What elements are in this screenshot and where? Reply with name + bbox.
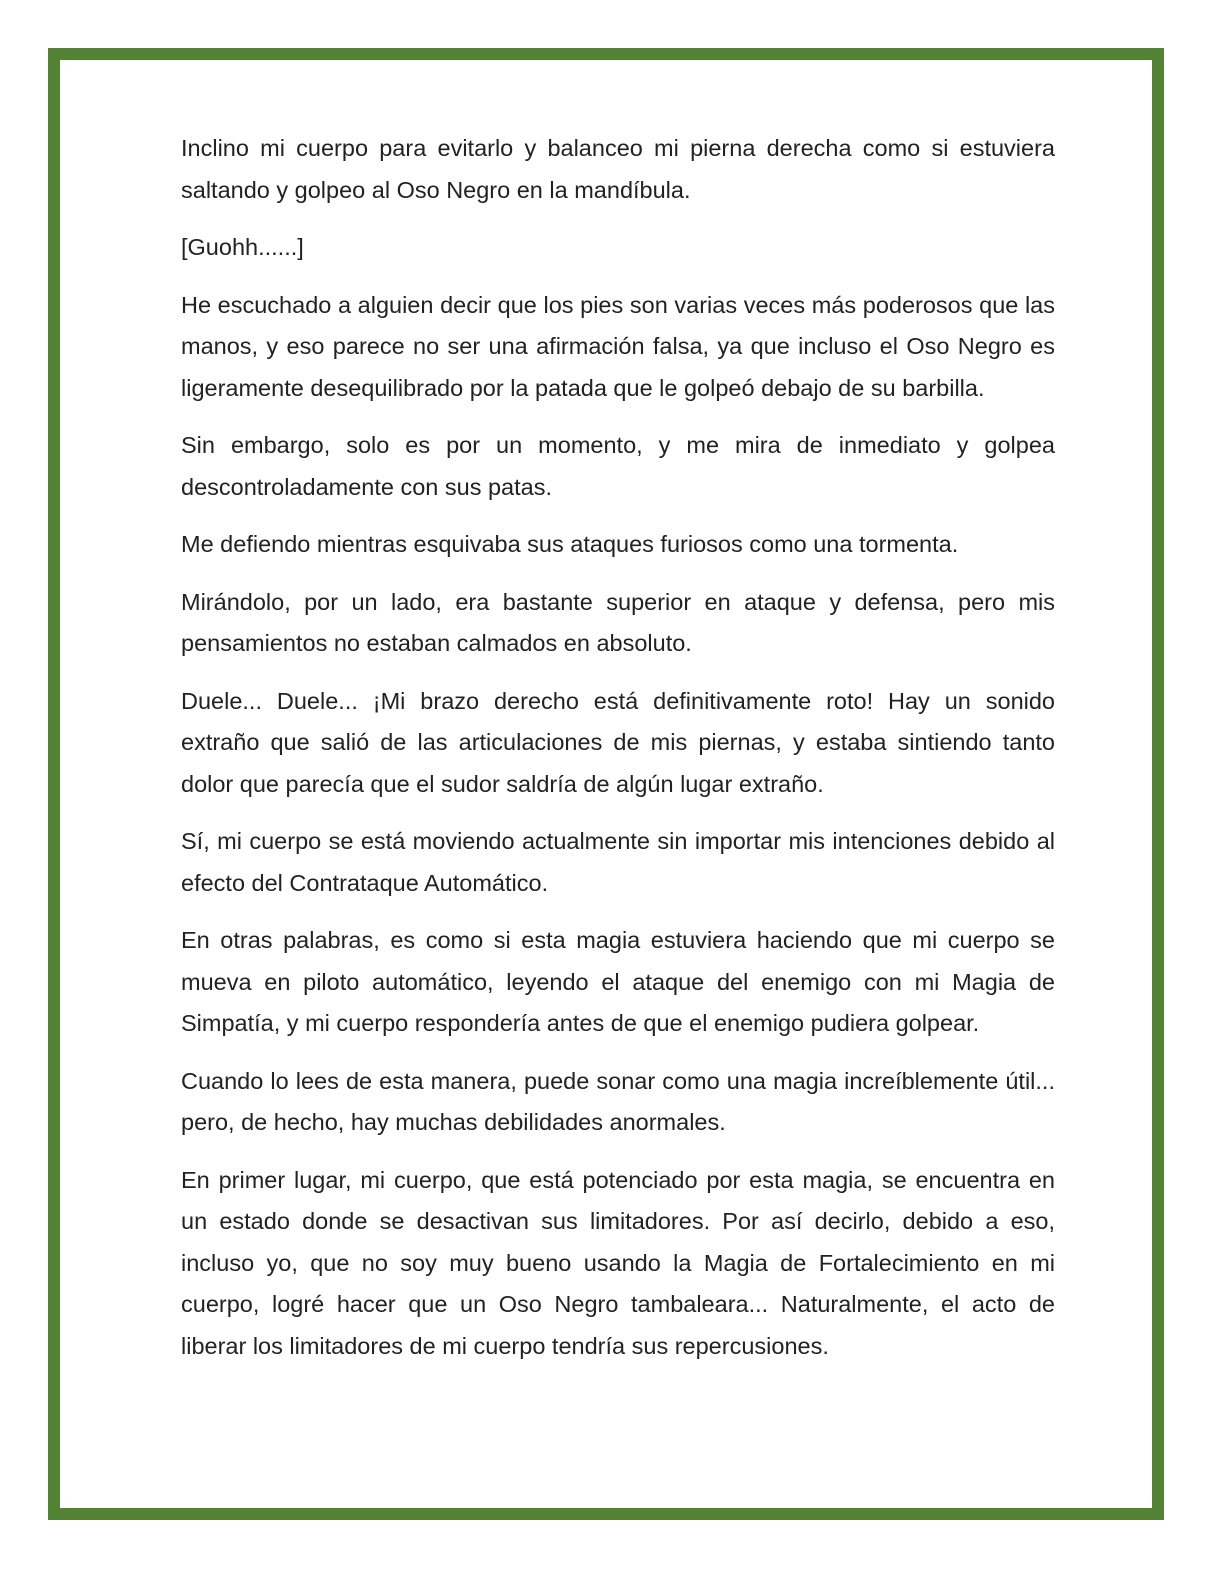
paragraph-9: En otras palabras, es como si esta magia estuviera haciendo que mi cuerpo se mueva en piloto automático, leyendo el ataque del enemigo con mi Magia de Simpatía, y mi cuerpo respondería antes de que el enemigo pudiera golpear. — [181, 927, 1055, 1036]
paragraph-6: Mirándolo, por un lado, era bastante superior en ataque y defensa, pero mis pensamientos no estaban calmados en absoluto. — [181, 588, 1055, 656]
paragraph-5: Me defiendo mientras esquivaba sus ataques furiosos como una tormenta. — [181, 531, 959, 557]
paragraph-4: Sin embargo, solo es por un momento, y me mira de inmediato y golpea descontroladamente con sus patas. — [181, 432, 1055, 500]
paragraph-7: Duele... Duele... ¡Mi brazo derecho está definitivamente roto! Hay un sonido extraño que salió de las articulaciones de mis piernas, y estaba sintiendo tanto dolor que parecía que el sudor saldría de algún lugar extraño. — [181, 687, 1055, 797]
page-border-frame — [48, 48, 1164, 1520]
paragraph-10: Cuando lo lees de esta manera, puede sonar como una magia increíblemente útil... pero, de hecho, hay muchas debilidades anormales. — [181, 1067, 1055, 1135]
paragraph-1: Inclino mi cuerpo para evitarlo y balanceo mi pierna derecha como si estuviera saltando y golpeo al Oso Negro en la mandíbula. — [181, 135, 1055, 203]
paragraph-2: [Guohh......] — [181, 234, 304, 260]
paragraph-11: En primer lugar, mi cuerpo, que está potenciado por esta magia, se encuentra en un estado donde se desactivan sus limitadores. Por así decirlo, debido a eso, incluso yo, que no soy muy bueno usando la Magia de Fortalecimiento en mi cuerpo, logré hacer que un Oso Negro tambaleara... Naturalmente, el acto de liberar los limitadores de mi cuerpo tendría sus repercusiones. — [181, 1166, 1055, 1359]
paragraph-3: He escuchado a alguien decir que los pies son varias veces más poderosos que las manos, y eso parece no ser una afirmación falsa, ya que incluso el Oso Negro es ligeramente desequilibrado por la patada que le golpeó debajo de su barbilla. — [181, 291, 1055, 401]
paragraph-8: Sí, mi cuerpo se está moviendo actualmente sin importar mis intenciones debido al efecto del Contrataque Automático. — [181, 828, 1055, 896]
document-body — [181, 128, 1055, 1383]
